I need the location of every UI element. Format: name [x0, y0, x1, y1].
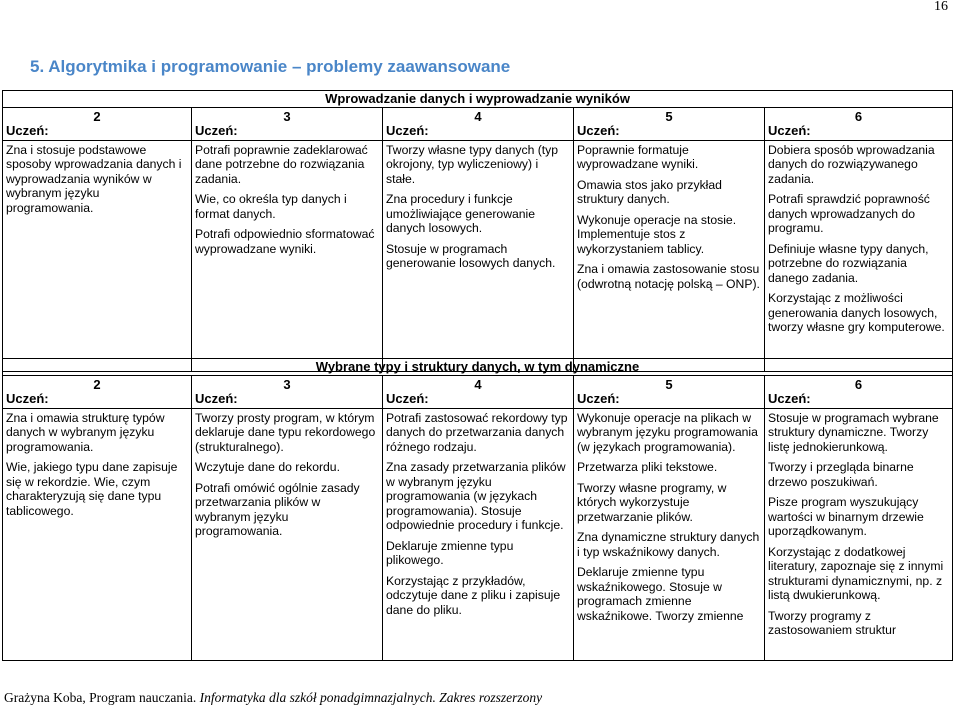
requirement-text: Omawia stos jako przykład struktury danych.: [577, 177, 722, 206]
student-label: Uczeń:: [765, 124, 953, 140]
level-6: 6: [765, 375, 953, 392]
level-2: 2: [3, 107, 192, 124]
section-title: Wybrane typy i struktury danych, w tym dynamiczne: [3, 359, 953, 376]
page-footer: [4, 690, 542, 706]
requirement-text: Tworzy prosty program, w którym deklaruje dane typu rekordowego (strukturalnego).: [195, 410, 376, 454]
student-label: Uczeń:: [192, 124, 383, 140]
level-5: 5: [574, 375, 765, 392]
student-label: Uczeń:: [574, 124, 765, 140]
requirement-text: Deklaruje zmienne typu plikowego.: [386, 538, 514, 567]
student-label: Uczeń:: [765, 392, 953, 408]
requirement-text: Korzystając z możliwości generowania danych losowych, tworzy własne gry komputerowe.: [768, 291, 945, 334]
requirement-text: Korzystając z dodatkowej literatury, zapoznaje się z innymi strukturami dynamicznymi, np. z listą dwukierunkową.: [768, 544, 944, 602]
requirement-text: Wie, jakiego typu dane zapisuje się w rekordzie. Wie, czym charakteryzują się dane typu tablicowego.: [6, 460, 178, 518]
requirement-text: Zna zasady przetwarzania plików w wybranym języku programowania (w językach programowania). Stosuje odpowiednie procedury i funkcje.: [386, 460, 566, 532]
requirements-cell: [192, 140, 383, 371]
requirement-text: Tworzy własne programy, w których wykorzystuje przetwarzanie plików.: [577, 480, 727, 524]
requirements-cell: [574, 408, 765, 660]
requirement-text: Zna i omawia zastosowanie stosu (odwrotną notację polską – ONP).: [577, 262, 760, 291]
requirement-text: Poprawnie formatuje wyprowadzane wyniki.: [577, 142, 699, 171]
level-2: 2: [3, 375, 192, 392]
requirements-cell: [765, 140, 953, 371]
student-label: Uczeń:: [3, 124, 192, 140]
requirement-text: Zna i stosuje podstawowe sposoby wprowadzania danych i wyprowadzania wyników w wybranym języku programowania.: [6, 142, 182, 215]
requirement-text: Przetwarza pliki tekstowe.: [577, 460, 718, 474]
requirement-text: Potrafi zastosować rekordowy typ danych do przetwarzania danych różnego rodzaju.: [386, 410, 568, 454]
requirement-text: Potrafi omówić ogólnie zasady przetwarzania plików w wybranym języku programowania.: [195, 480, 360, 538]
requirements-cell: [3, 140, 192, 371]
footer-author: Grażyna Koba, Program nauczania.: [4, 690, 200, 705]
student-label: Uczeń:: [574, 392, 765, 408]
requirement-text: Tworzy programy z zastosowaniem struktur: [768, 608, 897, 637]
student-label: Uczeń:: [383, 392, 574, 408]
level-6: 6: [765, 107, 953, 124]
page-number: 16: [934, 0, 948, 14]
requirement-text: Korzystając z przykładów, odczytuje dane z pliku i zapisuje dane do pliku.: [386, 573, 561, 617]
footer-title: Informatyka dla szkół ponadgimnazjalnych. Zakres rozszerzony: [199, 690, 543, 705]
requirements-cell: [383, 140, 574, 371]
requirements-cell: [3, 408, 192, 660]
student-label: Uczeń:: [192, 392, 383, 408]
requirement-text: Potrafi poprawnie zadeklarować dane potrzebne do rozwiązania zadania.: [195, 142, 368, 186]
requirement-text: Wie, co określa typ danych i format danych.: [195, 192, 347, 221]
requirement-text: Dobiera sposób wprowadzania danych do rozwiązywanego zadania.: [768, 142, 935, 186]
requirement-text: Wykonuje operacje na stosie. Implementuje stos z wykorzystaniem tablicy.: [577, 212, 737, 256]
requirement-text: Stosuje w programach wybrane struktury dynamiczne. Tworzy listę jednokierunkową.: [768, 410, 939, 454]
level-4: 4: [383, 107, 574, 124]
requirement-text: Wykonuje operacje na plikach w wybranym języku programowania (w językach programowania).: [577, 410, 758, 454]
level-5: 5: [574, 107, 765, 124]
requirement-text: Zna procedury i funkcje umożliwiające generowanie danych losowych.: [386, 192, 536, 235]
level-4: 4: [383, 375, 574, 392]
requirement-text: Stosuje w programach generowanie losowych danych.: [386, 241, 556, 270]
requirement-text: Wczytuje dane do rekordu.: [195, 460, 340, 474]
requirements-table-data-structures: [2, 358, 953, 661]
requirement-text: Tworzy i przegląda binarne drzewo poszukiwań.: [768, 460, 914, 489]
student-label: Uczeń:: [3, 392, 192, 408]
chapter-heading: 5. Algorytmika i programowanie – problemy zaawansowane: [30, 57, 511, 76]
level-3: 3: [192, 375, 383, 392]
requirement-text: Potrafi sprawdzić poprawność danych wprowadzanych do programu.: [768, 192, 930, 235]
requirement-text: Tworzy własne typy danych (typ okrojony, typ wyliczeniowy) i stałe.: [386, 142, 559, 186]
section-title: Wprowadzanie danych i wyprowadzanie wyników: [3, 91, 953, 108]
requirement-text: Zna i omawia strukturę typów danych w wybranym języku programowania.: [6, 410, 165, 454]
requirement-text: Pisze program wyszukujący wartości w binarnym drzewie uporządkowanym.: [768, 495, 924, 538]
requirement-text: Potrafi odpowiednio sformatować wyprowadzane wyniki.: [195, 227, 375, 256]
student-label: Uczeń:: [383, 124, 574, 140]
requirement-text: Definiuje własne typy danych, potrzebne do rozwiązania danego zadania.: [768, 241, 929, 285]
level-3: 3: [192, 107, 383, 124]
requirements-cell: [192, 408, 383, 660]
requirements-table-input-output: [2, 90, 953, 372]
requirements-cell: [765, 408, 953, 660]
requirements-cell: [574, 140, 765, 371]
requirement-text: Zna dynamiczne struktury danych i typ wskaźnikowy danych.: [577, 530, 760, 559]
requirements-cell: [383, 408, 574, 660]
requirement-text: Deklaruje zmienne typu wskaźnikowego. Stosuje w programach zmienne wskaźnikowe. Tworzy zmienne: [577, 565, 744, 623]
